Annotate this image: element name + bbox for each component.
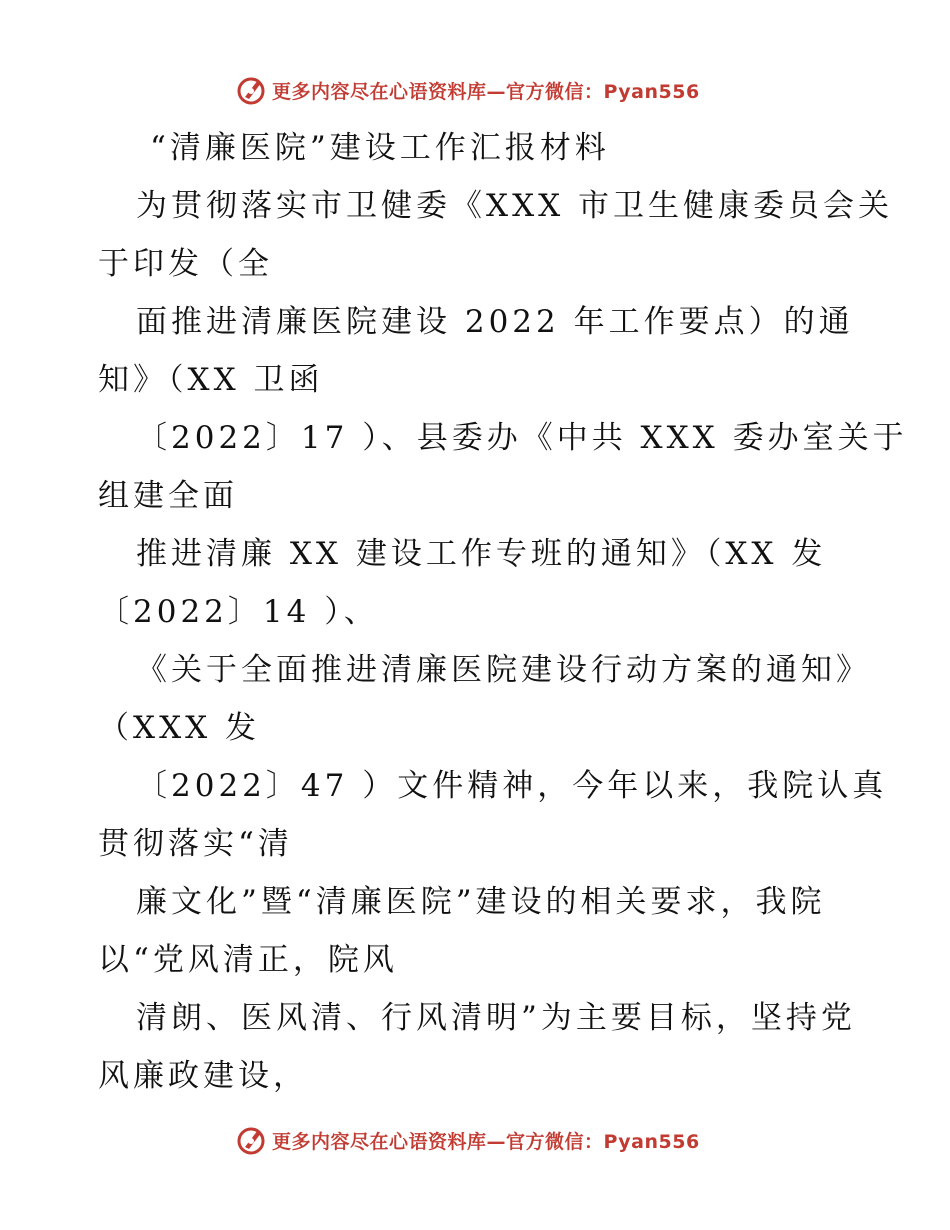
paragraph-line: 风廉政建设， bbox=[98, 1058, 308, 1094]
quill-logo-icon bbox=[236, 74, 268, 106]
footer-watermark bbox=[236, 1122, 700, 1158]
header-watermark bbox=[236, 72, 700, 108]
document-title: “清廉医院”建设工作汇报材料 bbox=[150, 130, 610, 166]
paragraph-line: 贯彻落实“清 bbox=[98, 826, 293, 862]
paragraph-line: 以“党风清正，院风 bbox=[98, 942, 398, 978]
paragraph-line: 组建全面 bbox=[98, 478, 238, 514]
paragraph-line: 〔2022〕14 ）、 bbox=[98, 594, 379, 630]
paragraph-line: 于印发（全 bbox=[98, 246, 273, 282]
watermark-text: 更多内容尽在心语资料库—官方微信：Pyan556 bbox=[272, 80, 700, 103]
paragraph-line: 〔2022〕47 ）文件精神，今年以来，我院认真 bbox=[136, 768, 888, 804]
quill-logo-icon bbox=[236, 1124, 268, 1156]
watermark-text: 更多内容尽在心语资料库—官方微信：Pyan556 bbox=[272, 1130, 700, 1153]
paragraph-line: 知》（XX 卫函 bbox=[98, 362, 324, 398]
paragraph-line: （XXX 发 bbox=[98, 710, 261, 746]
paragraph-line: 《关于全面推进清廉医院建设行动方案的通知》 bbox=[136, 652, 871, 688]
paragraph-line: 面推进清廉医院建设 2022 年工作要点）的通 bbox=[136, 304, 854, 340]
paragraph-line: 〔2022〕17 ）、县委办《中共 XXX 委办室关于 bbox=[136, 420, 908, 456]
paragraph-line: 推进清廉 XX 建设工作专班的通知》（XX 发 bbox=[136, 536, 827, 572]
paragraph-line: 为贯彻落实市卫健委《XXX 市卫生健康委员会关 bbox=[136, 188, 894, 224]
paragraph-line: 廉文化”暨“清廉医院”建设的相关要求，我院 bbox=[136, 884, 826, 920]
paragraph-line: 清朗、医风清、行风清明”为主要目标，坚持党 bbox=[136, 1000, 856, 1036]
